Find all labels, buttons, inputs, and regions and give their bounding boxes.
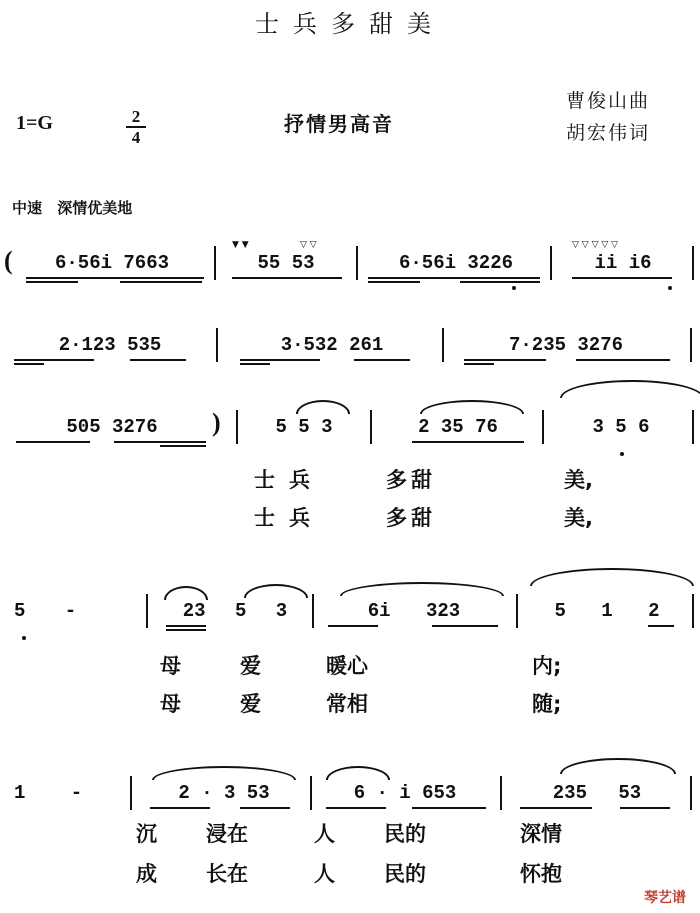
lyric-verse-2: 人 bbox=[314, 862, 335, 886]
lyric-verse-1: 深情 bbox=[520, 822, 562, 846]
measure: 5 1 2 bbox=[554, 600, 660, 622]
measure: 2·123 535 bbox=[58, 334, 162, 356]
lyric-verse-1: 内; bbox=[532, 654, 562, 678]
lyric-verse-1: 暖心 bbox=[326, 654, 368, 678]
time-signature bbox=[126, 108, 146, 146]
meter-bottom: 4 bbox=[131, 128, 141, 147]
lyric-verse-2: 长在 bbox=[206, 862, 248, 886]
lyric-verse-2: 常相 bbox=[326, 692, 368, 716]
voice-style: 抒情男高音 bbox=[284, 112, 394, 136]
lyric-verse-2: 成 bbox=[136, 862, 157, 886]
lyricist-credit: 胡宏伟词 bbox=[566, 122, 651, 144]
measure: ii i6 bbox=[594, 252, 652, 274]
measure: 23 5 3 bbox=[182, 600, 288, 622]
lyric-verse-2: 美, bbox=[564, 506, 593, 530]
score-row-5 bbox=[0, 776, 700, 886]
lyric-verse-1: 爱 bbox=[240, 654, 261, 678]
measure: 5 - bbox=[14, 600, 77, 622]
lyric-verse-2: 随; bbox=[532, 692, 562, 716]
lyric-verse-2: 民的 bbox=[384, 862, 426, 886]
lyric-verse-1: 沉 bbox=[136, 822, 157, 846]
watermark-logo: 琴艺谱 bbox=[644, 890, 686, 906]
measure: 55 53 bbox=[257, 252, 315, 274]
measure: 5 5 3 bbox=[275, 416, 333, 438]
measure: 1 - bbox=[14, 782, 83, 804]
lyric-verse-1: 民的 bbox=[384, 822, 426, 846]
tempo-marking: 中速 深情优美地 bbox=[12, 199, 133, 217]
lyric-verse-2: 士兵 bbox=[254, 506, 324, 530]
measure: 3 5 6 bbox=[592, 416, 650, 438]
meter-top: 2 bbox=[131, 107, 141, 126]
lyric-verse-1: 人 bbox=[314, 822, 335, 846]
measure: 2 · 3 53 bbox=[178, 782, 270, 804]
measure: 6i 323 bbox=[367, 600, 461, 622]
measure: 235 53 bbox=[552, 782, 642, 804]
score-row-4 bbox=[0, 594, 700, 716]
lyric-verse-1: 美, bbox=[564, 468, 593, 492]
lyric-verse-2: 怀抱 bbox=[520, 862, 562, 886]
lyric-verse-1: 多甜 bbox=[386, 468, 436, 492]
measure: 7·235 3276 bbox=[508, 334, 624, 356]
lyric-verse-1: 浸在 bbox=[206, 822, 248, 846]
measure: 2 35 76 bbox=[418, 416, 498, 438]
measure: 6·56i 7663 bbox=[54, 252, 170, 274]
measure: 6 · i 653 bbox=[353, 782, 457, 804]
measure: 3·532 261 bbox=[280, 334, 384, 356]
measure: 6·56i 3226 bbox=[398, 252, 514, 274]
score-row-1: ( 6·56i 7663 ▼ ▼ ▽ ▽ 55 53 6·56i 3226 ▽ ▽ ▽ ▽ ▽ ii i6 bbox=[0, 246, 700, 316]
score-row-3: 505 3276 ) 5 5 3 2 35 76 3 5 6 士兵 多甜 美, 士兵 多甜 美, bbox=[0, 410, 700, 480]
lyric-verse-1: 母 bbox=[160, 654, 181, 678]
composer-credit: 曹俊山曲 bbox=[566, 90, 651, 112]
lyric-verse-1: 士兵 bbox=[254, 468, 324, 492]
lyric-verse-2: 多甜 bbox=[386, 506, 436, 530]
measure: 505 3276 bbox=[66, 416, 158, 438]
lyric-verse-2: 母 bbox=[160, 692, 181, 716]
song-title: 士兵多甜美 bbox=[255, 10, 445, 38]
lyric-verse-2: 爱 bbox=[240, 692, 261, 716]
key-signature: 1=G bbox=[16, 112, 53, 134]
